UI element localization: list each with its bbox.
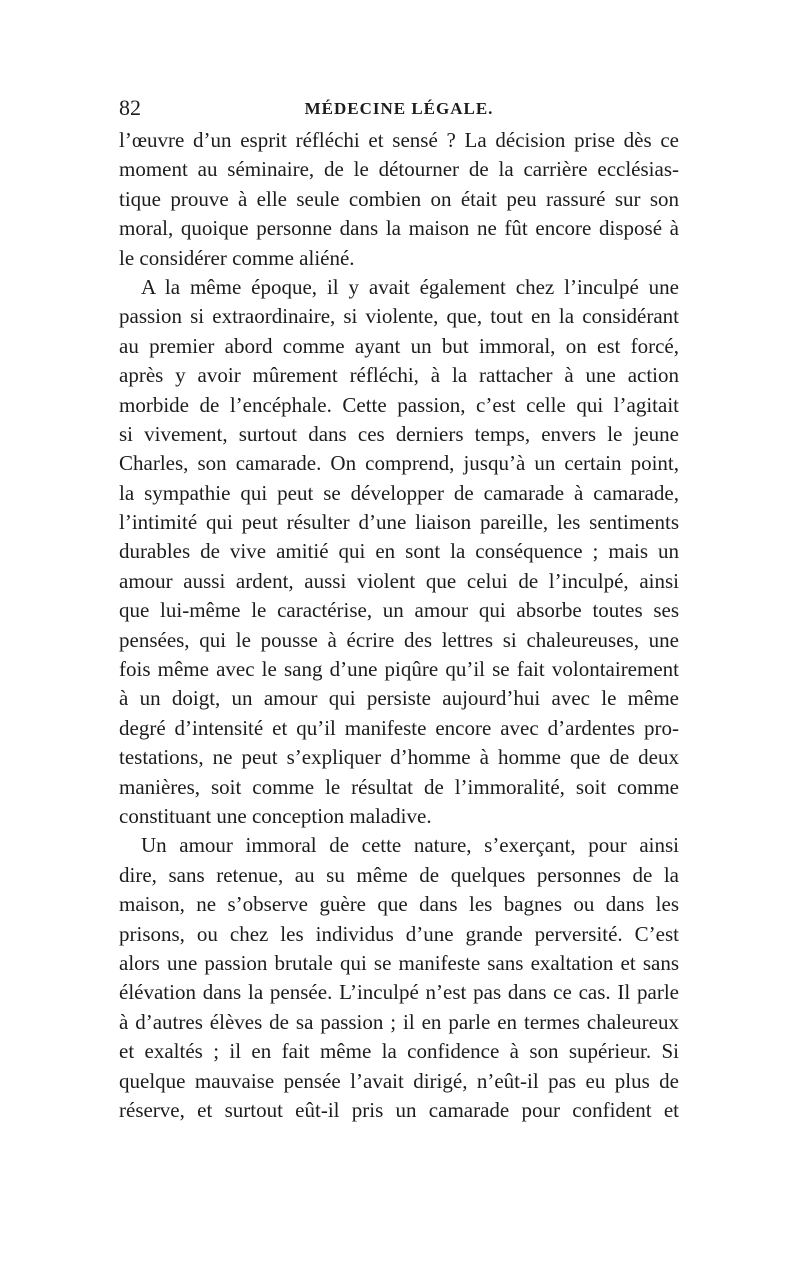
text-line: à d’autres élèves de sa passion ; il en parle en termes chaleureux <box>119 1009 679 1034</box>
text-line: moment au séminaire, de le détourner de la carrière ecclésias- <box>119 157 679 182</box>
text-line: manières, soit comme le résultat de l’immoralité, soit comme <box>119 774 679 799</box>
text-line: réserve, et surtout eût-il pris un camarade pour confident et <box>119 1097 679 1122</box>
paragraph-1 <box>119 126 679 273</box>
text-line: morbide de l’encéphale. Cette passion, c’est celle qui l’agitait <box>119 392 679 417</box>
text-line: constituant une conception maladive. <box>119 803 432 828</box>
text-line: élévation dans la pensée. L’inculpé n’est pas dans ce cas. Il parle <box>119 980 679 1005</box>
text-line: si vivement, surtout dans ces derniers temps, envers le jeune <box>119 421 679 446</box>
text-line: que lui-même le caractérise, un amour qui absorbe toutes ses <box>119 598 679 623</box>
text-line: le considérer comme aliéné. <box>119 245 355 270</box>
text-line: moral, quoique personne dans la maison ne fût encore disposé à <box>119 216 679 241</box>
text-line: degré d’intensité et qu’il manifeste encore avec d’ardentes pro- <box>119 715 679 740</box>
text-line: à un doigt, un amour qui persiste aujourd’hui avec le même <box>119 686 679 711</box>
paragraph-3 <box>119 831 679 1125</box>
text-line: Charles, son camarade. On comprend, jusqu’à un certain point, <box>119 451 679 476</box>
text-line: maison, ne s’observe guère que dans les bagnes ou dans les <box>119 892 679 917</box>
text-line: la sympathie qui peut se développer de camarade à camarade, <box>119 480 679 505</box>
paragraph-2 <box>119 273 679 831</box>
text-line: et exaltés ; il en fait même la confidence à son supérieur. Si <box>119 1039 679 1064</box>
text-line: alors une passion brutale qui se manifeste sans exaltation et sans <box>119 950 679 975</box>
text-line: après y avoir mûrement réfléchi, à la rattacher à une action <box>119 363 679 388</box>
text-line: l’œuvre d’un esprit réfléchi et sensé ? La décision prise dès ce <box>119 128 679 152</box>
running-head <box>119 94 679 124</box>
text-line: amour aussi ardent, aussi violent que celui de l’inculpé, ainsi <box>119 568 679 593</box>
text-line: dire, sans retenue, au su même de quelques personnes de la <box>119 862 679 887</box>
body-text <box>119 126 679 1125</box>
page-number: 82 <box>119 95 141 120</box>
text-line: testations, ne peut s’expliquer d’homme à homme que de deux <box>119 745 679 770</box>
text-line: A la même époque, il y avait également chez l’inculpé une <box>141 274 679 299</box>
text-line: l’intimité qui peut résulter d’une liaison pareille, les sentiments <box>119 510 679 535</box>
text-line: tique prouve à elle seule combien on était peu rassuré sur son <box>119 186 679 211</box>
text-line: durables de vive amitié qui en sont la conséquence ; mais un <box>119 539 679 564</box>
text-line: passion si extraordinaire, si violente, que, tout en la considérant <box>119 304 679 329</box>
text-line: Un amour immoral de cette nature, s’exerçant, pour ainsi <box>141 833 679 858</box>
text-line: prisons, ou chez les individus d’une grande perversité. C’est <box>119 921 679 946</box>
text-line: fois même avec le sang d’une piqûre qu’il se fait volontairement <box>119 657 679 682</box>
text-line: au premier abord comme ayant un but immoral, on est forcé, <box>119 333 679 358</box>
text-line: quelque mauvaise pensée l’avait dirigé, n’eût-il pas eu plus de <box>119 1068 679 1093</box>
text-line: pensées, qui le pousse à écrire des lettres si chaleureuses, une <box>119 627 679 652</box>
running-title: MÉDECINE LÉGALE. <box>304 99 494 118</box>
